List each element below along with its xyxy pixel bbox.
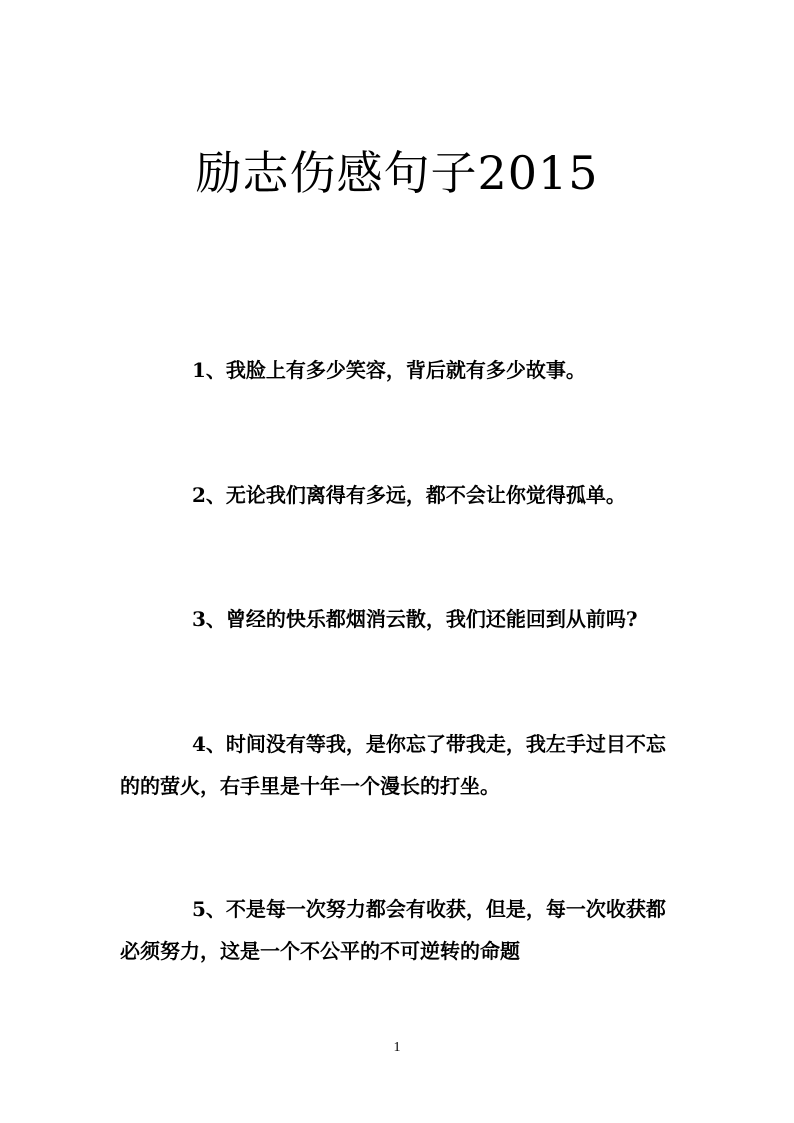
paragraph-1: 1、我脸上有多少笑容，背后就有多少故事。 [192,358,586,382]
paragraph-4: 4、时间没有等我，是你忘了带我走，我左手过目不忘的的萤火，右手里是十年一个漫长的打坐。 [120,732,666,798]
paragraph-5: 5、不是每一次努力都会有收获，但是，每一次收获都必须努力，这是一个不公平的不可逆转的命题 [120,897,666,963]
paragraph-2: 2、无论我们离得有多远，都不会让你觉得孤单。 [192,483,626,507]
page-number: 1 [393,1040,401,1055]
paragraph-3: 3、曾经的快乐都烟消云散，我们还能回到从前吗? [192,607,638,631]
document-title: 励志伤感句子2015 [195,146,599,200]
